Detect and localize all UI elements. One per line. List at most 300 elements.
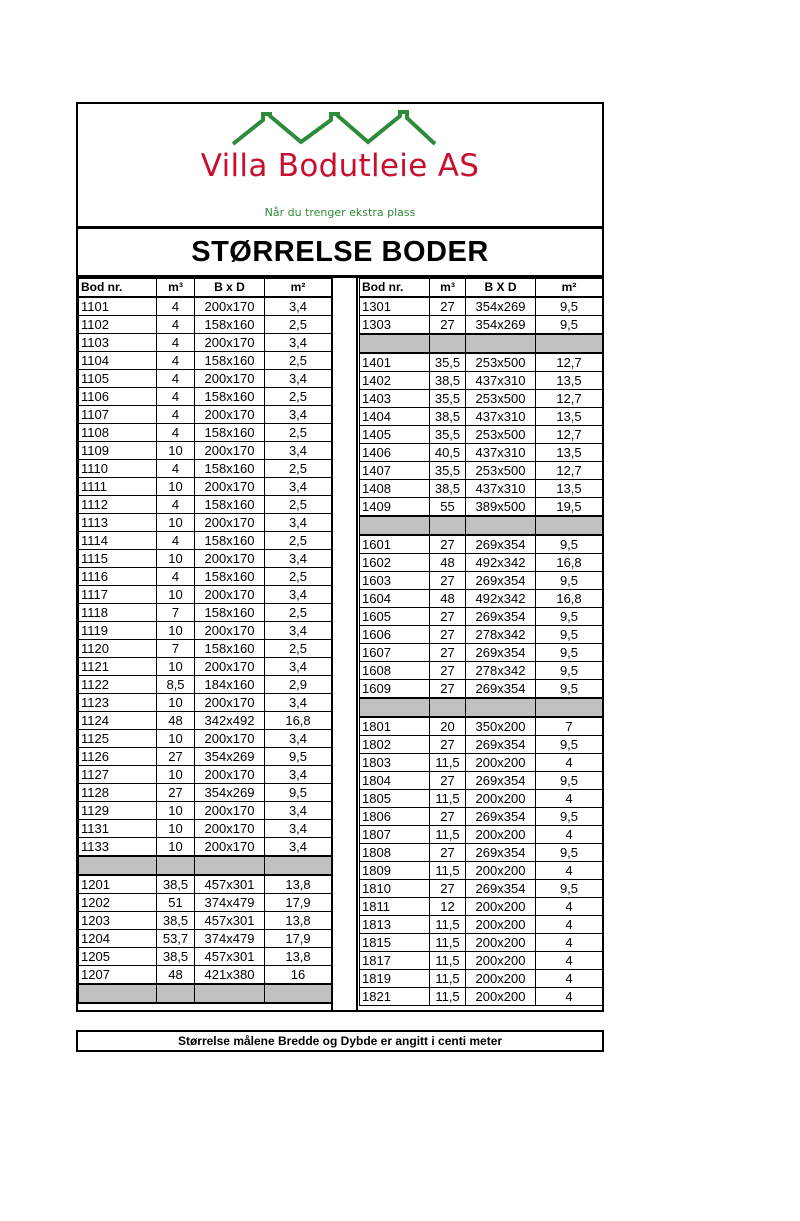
dimensions-cell: 158x160 bbox=[195, 460, 265, 478]
area-cell: 7 bbox=[536, 717, 603, 736]
table-row bbox=[79, 930, 332, 948]
table-row bbox=[79, 838, 332, 857]
section-divider-row bbox=[79, 856, 332, 875]
table-row bbox=[360, 790, 603, 808]
area-cell: 2,5 bbox=[265, 496, 332, 514]
unit-number: 1804 bbox=[360, 772, 430, 790]
area-cell: 3,4 bbox=[265, 622, 332, 640]
unit-number: 1808 bbox=[360, 844, 430, 862]
dimensions-cell: 253x500 bbox=[466, 462, 536, 480]
unit-number: 1601 bbox=[360, 535, 430, 554]
divider-cell bbox=[466, 698, 536, 717]
table-row bbox=[360, 988, 603, 1006]
divider-cell bbox=[157, 856, 195, 875]
volume-cell: 4 bbox=[157, 334, 195, 352]
unit-number: 1608 bbox=[360, 662, 430, 680]
unit-number: 1408 bbox=[360, 480, 430, 498]
unit-number: 1103 bbox=[79, 334, 157, 352]
unit-number: 1813 bbox=[360, 916, 430, 934]
table-row bbox=[79, 948, 332, 966]
unit-number: 1602 bbox=[360, 554, 430, 572]
area-cell: 3,4 bbox=[265, 694, 332, 712]
volume-cell: 11,5 bbox=[430, 988, 466, 1006]
divider-cell bbox=[430, 334, 466, 353]
dimensions-cell: 200x200 bbox=[466, 862, 536, 880]
dimensions-cell: 158x160 bbox=[195, 388, 265, 406]
volume-cell: 27 bbox=[430, 880, 466, 898]
unit-number: 1122 bbox=[79, 676, 157, 694]
area-cell: 3,4 bbox=[265, 838, 332, 857]
dimensions-cell: 184x160 bbox=[195, 676, 265, 694]
volume-cell: 51 bbox=[157, 894, 195, 912]
dimensions-cell: 342x492 bbox=[195, 712, 265, 730]
volume-cell: 48 bbox=[157, 712, 195, 730]
volume-cell: 27 bbox=[430, 662, 466, 680]
unit-number: 1605 bbox=[360, 608, 430, 626]
table-row bbox=[360, 662, 603, 680]
area-cell: 9,5 bbox=[536, 644, 603, 662]
area-cell: 13,5 bbox=[536, 372, 603, 390]
table-row bbox=[360, 316, 603, 335]
table-row bbox=[79, 478, 332, 496]
unit-number: 1120 bbox=[79, 640, 157, 658]
area-cell: 9,5 bbox=[536, 662, 603, 680]
unit-number: 1129 bbox=[79, 802, 157, 820]
area-cell: 17,9 bbox=[265, 930, 332, 948]
area-cell: 16 bbox=[265, 966, 332, 985]
area-cell: 3,4 bbox=[265, 730, 332, 748]
area-cell: 9,5 bbox=[536, 608, 603, 626]
column-separator bbox=[331, 278, 358, 1010]
volume-cell: 4 bbox=[157, 406, 195, 424]
unit-number: 1807 bbox=[360, 826, 430, 844]
unit-number: 1819 bbox=[360, 970, 430, 988]
section-divider-row bbox=[360, 698, 603, 717]
area-cell: 9,5 bbox=[536, 680, 603, 699]
volume-cell: 35,5 bbox=[430, 353, 466, 372]
dimensions-cell: 200x200 bbox=[466, 754, 536, 772]
dimensions-cell: 253x500 bbox=[466, 426, 536, 444]
volume-cell: 11,5 bbox=[430, 862, 466, 880]
area-cell: 3,4 bbox=[265, 820, 332, 838]
table-row bbox=[79, 912, 332, 930]
table-row bbox=[79, 766, 332, 784]
area-cell: 3,4 bbox=[265, 514, 332, 532]
divider-cell bbox=[360, 516, 430, 535]
volume-cell: 20 bbox=[430, 717, 466, 736]
table-row bbox=[360, 572, 603, 590]
dimensions-cell: 200x200 bbox=[466, 790, 536, 808]
table-row bbox=[360, 626, 603, 644]
column-header: B X D bbox=[466, 279, 536, 298]
table-row bbox=[79, 640, 332, 658]
volume-cell: 10 bbox=[157, 802, 195, 820]
unit-number: 1815 bbox=[360, 934, 430, 952]
dimensions-cell: 200x170 bbox=[195, 442, 265, 460]
divider-cell bbox=[157, 984, 195, 1003]
area-cell: 13,5 bbox=[536, 408, 603, 426]
dimensions-cell: 269x354 bbox=[466, 535, 536, 554]
area-cell: 9,5 bbox=[265, 748, 332, 766]
table-row bbox=[79, 586, 332, 604]
dimensions-cell: 278x342 bbox=[466, 662, 536, 680]
divider-cell bbox=[430, 516, 466, 535]
area-cell: 9,5 bbox=[536, 880, 603, 898]
volume-cell: 48 bbox=[430, 590, 466, 608]
column-header: Bod nr. bbox=[360, 279, 430, 298]
volume-cell: 27 bbox=[430, 608, 466, 626]
area-cell: 4 bbox=[536, 862, 603, 880]
unit-number: 1801 bbox=[360, 717, 430, 736]
area-cell: 4 bbox=[536, 988, 603, 1006]
area-cell: 3,4 bbox=[265, 442, 332, 460]
table-row bbox=[360, 736, 603, 754]
table-row bbox=[360, 444, 603, 462]
divider-cell bbox=[360, 698, 430, 717]
volume-cell: 4 bbox=[157, 352, 195, 370]
dimensions-cell: 354x269 bbox=[195, 748, 265, 766]
volume-cell: 35,5 bbox=[430, 390, 466, 408]
volume-cell: 53,7 bbox=[157, 930, 195, 948]
unit-number: 1811 bbox=[360, 898, 430, 916]
volume-cell: 10 bbox=[157, 694, 195, 712]
dimensions-cell: 269x354 bbox=[466, 772, 536, 790]
unit-number: 1401 bbox=[360, 353, 430, 372]
volume-cell: 27 bbox=[430, 680, 466, 699]
dimensions-cell: 269x354 bbox=[466, 736, 536, 754]
table-row bbox=[360, 426, 603, 444]
table-row bbox=[360, 408, 603, 426]
table-row bbox=[79, 966, 332, 985]
volume-cell: 12 bbox=[430, 898, 466, 916]
unit-number: 1102 bbox=[79, 316, 157, 334]
divider-cell bbox=[195, 856, 265, 875]
dimensions-cell: 269x354 bbox=[466, 808, 536, 826]
unit-number: 1107 bbox=[79, 406, 157, 424]
unit-number: 1606 bbox=[360, 626, 430, 644]
unit-number: 1204 bbox=[79, 930, 157, 948]
table-row bbox=[79, 568, 332, 586]
unit-number: 1803 bbox=[360, 754, 430, 772]
dimensions-cell: 158x160 bbox=[195, 424, 265, 442]
unit-number: 1127 bbox=[79, 766, 157, 784]
unit-number: 1203 bbox=[79, 912, 157, 930]
dimensions-cell: 200x170 bbox=[195, 622, 265, 640]
table-row bbox=[79, 316, 332, 334]
dimensions-cell: 200x200 bbox=[466, 988, 536, 1006]
unit-number: 1124 bbox=[79, 712, 157, 730]
volume-cell: 10 bbox=[157, 730, 195, 748]
table-row bbox=[79, 875, 332, 894]
divider-cell bbox=[466, 334, 536, 353]
volume-cell: 4 bbox=[157, 460, 195, 478]
volume-cell: 10 bbox=[157, 658, 195, 676]
dimensions-cell: 269x354 bbox=[466, 880, 536, 898]
table-row bbox=[360, 772, 603, 790]
storage-table-left bbox=[78, 278, 332, 1004]
divider-cell bbox=[536, 516, 603, 535]
dimensions-cell: 269x354 bbox=[466, 644, 536, 662]
volume-cell: 27 bbox=[157, 784, 195, 802]
area-cell: 9,5 bbox=[536, 808, 603, 826]
volume-cell: 10 bbox=[157, 550, 195, 568]
table-row bbox=[360, 353, 603, 372]
area-cell: 9,5 bbox=[536, 535, 603, 554]
unit-number: 1115 bbox=[79, 550, 157, 568]
divider-cell bbox=[430, 698, 466, 717]
unit-number: 1817 bbox=[360, 952, 430, 970]
area-cell: 2,5 bbox=[265, 316, 332, 334]
area-cell: 2,5 bbox=[265, 640, 332, 658]
dimensions-cell: 200x170 bbox=[195, 334, 265, 352]
unit-number: 1116 bbox=[79, 568, 157, 586]
unit-number: 1121 bbox=[79, 658, 157, 676]
dimensions-cell: 457x301 bbox=[195, 912, 265, 930]
volume-cell: 38,5 bbox=[430, 372, 466, 390]
divider-cell bbox=[265, 856, 332, 875]
table-row bbox=[360, 680, 603, 699]
company-tagline: Når du trenger ekstra plass bbox=[264, 206, 416, 219]
divider-cell bbox=[536, 698, 603, 717]
dimensions-cell: 158x160 bbox=[195, 640, 265, 658]
company-logo bbox=[78, 104, 602, 229]
dimensions-cell: 200x200 bbox=[466, 916, 536, 934]
unit-number: 1802 bbox=[360, 736, 430, 754]
volume-cell: 27 bbox=[430, 844, 466, 862]
area-cell: 3,4 bbox=[265, 586, 332, 604]
volume-cell: 38,5 bbox=[157, 948, 195, 966]
dimensions-cell: 437x310 bbox=[466, 480, 536, 498]
dimensions-cell: 374x479 bbox=[195, 894, 265, 912]
table-row bbox=[79, 658, 332, 676]
area-cell: 4 bbox=[536, 790, 603, 808]
dimensions-cell: 269x354 bbox=[466, 608, 536, 626]
table-row bbox=[79, 622, 332, 640]
area-cell: 16,8 bbox=[536, 590, 603, 608]
area-cell: 2,5 bbox=[265, 424, 332, 442]
dimensions-cell: 269x354 bbox=[466, 680, 536, 699]
table-row bbox=[360, 372, 603, 390]
table-row bbox=[79, 460, 332, 478]
table-row bbox=[79, 370, 332, 388]
area-cell: 3,4 bbox=[265, 478, 332, 496]
divider-cell bbox=[79, 856, 157, 875]
volume-cell: 4 bbox=[157, 568, 195, 586]
area-cell: 4 bbox=[536, 970, 603, 988]
unit-number: 1118 bbox=[79, 604, 157, 622]
volume-cell: 27 bbox=[430, 535, 466, 554]
volume-cell: 48 bbox=[430, 554, 466, 572]
table-row bbox=[79, 604, 332, 622]
table-row bbox=[360, 808, 603, 826]
unit-number: 1106 bbox=[79, 388, 157, 406]
dimensions-cell: 492x342 bbox=[466, 590, 536, 608]
unit-number: 1607 bbox=[360, 644, 430, 662]
unit-number: 1109 bbox=[79, 442, 157, 460]
area-cell: 2,9 bbox=[265, 676, 332, 694]
area-cell: 2,5 bbox=[265, 352, 332, 370]
area-cell: 9,5 bbox=[536, 772, 603, 790]
area-cell: 9,5 bbox=[536, 626, 603, 644]
volume-cell: 27 bbox=[157, 748, 195, 766]
dimensions-cell: 269x354 bbox=[466, 572, 536, 590]
volume-cell: 10 bbox=[157, 766, 195, 784]
table-row bbox=[79, 424, 332, 442]
unit-number: 1303 bbox=[360, 316, 430, 335]
dimensions-cell: 200x170 bbox=[195, 658, 265, 676]
unit-number: 1125 bbox=[79, 730, 157, 748]
volume-cell: 27 bbox=[430, 736, 466, 754]
dimensions-cell: 200x200 bbox=[466, 952, 536, 970]
area-cell: 12,7 bbox=[536, 426, 603, 444]
table-row bbox=[79, 730, 332, 748]
dimensions-cell: 200x170 bbox=[195, 297, 265, 316]
area-cell: 3,4 bbox=[265, 297, 332, 316]
company-name: Villa Bodutleie AS bbox=[200, 148, 480, 184]
dimensions-cell: 200x170 bbox=[195, 550, 265, 568]
table-row bbox=[360, 498, 603, 517]
table-row bbox=[360, 844, 603, 862]
area-cell: 3,4 bbox=[265, 802, 332, 820]
table-row bbox=[360, 390, 603, 408]
volume-cell: 38,5 bbox=[157, 912, 195, 930]
table-row bbox=[79, 694, 332, 712]
table-row bbox=[360, 590, 603, 608]
volume-cell: 27 bbox=[430, 644, 466, 662]
dimensions-cell: 437x310 bbox=[466, 408, 536, 426]
area-cell: 2,5 bbox=[265, 568, 332, 586]
dimensions-cell: 437x310 bbox=[466, 372, 536, 390]
area-cell: 3,4 bbox=[265, 766, 332, 784]
table-row bbox=[360, 934, 603, 952]
volume-cell: 4 bbox=[157, 297, 195, 316]
volume-cell: 10 bbox=[157, 586, 195, 604]
table-row bbox=[79, 712, 332, 730]
dimensions-cell: 200x170 bbox=[195, 802, 265, 820]
unit-number: 1104 bbox=[79, 352, 157, 370]
dimensions-cell: 158x160 bbox=[195, 532, 265, 550]
table-row bbox=[360, 826, 603, 844]
dimensions-cell: 200x170 bbox=[195, 406, 265, 424]
volume-cell: 11,5 bbox=[430, 952, 466, 970]
volume-cell: 11,5 bbox=[430, 934, 466, 952]
dimensions-cell: 158x160 bbox=[195, 604, 265, 622]
price-sheet bbox=[76, 102, 604, 1012]
page-title: STØRRELSE BODER bbox=[78, 229, 602, 278]
volume-cell: 11,5 bbox=[430, 790, 466, 808]
dimensions-cell: 374x479 bbox=[195, 930, 265, 948]
dimensions-cell: 200x170 bbox=[195, 370, 265, 388]
volume-cell: 35,5 bbox=[430, 462, 466, 480]
column-header: Bod nr. bbox=[79, 279, 157, 298]
dimensions-cell: 200x170 bbox=[195, 820, 265, 838]
divider-cell bbox=[360, 334, 430, 353]
area-cell: 12,7 bbox=[536, 390, 603, 408]
dimensions-cell: 278x342 bbox=[466, 626, 536, 644]
dimensions-cell: 200x200 bbox=[466, 970, 536, 988]
table-row bbox=[360, 880, 603, 898]
unit-number: 1126 bbox=[79, 748, 157, 766]
divider-cell bbox=[265, 984, 332, 1003]
table-row bbox=[360, 554, 603, 572]
table-row bbox=[360, 644, 603, 662]
divider-cell bbox=[536, 334, 603, 353]
unit-number: 1810 bbox=[360, 880, 430, 898]
dimensions-cell: 457x301 bbox=[195, 875, 265, 894]
table-row bbox=[360, 297, 603, 316]
dimensions-cell: 200x170 bbox=[195, 694, 265, 712]
dimensions-cell: 200x200 bbox=[466, 934, 536, 952]
volume-cell: 11,5 bbox=[430, 826, 466, 844]
table-row bbox=[360, 480, 603, 498]
unit-number: 1406 bbox=[360, 444, 430, 462]
unit-number: 1112 bbox=[79, 496, 157, 514]
dimensions-cell: 200x170 bbox=[195, 478, 265, 496]
unit-number: 1117 bbox=[79, 586, 157, 604]
area-cell: 4 bbox=[536, 826, 603, 844]
volume-cell: 4 bbox=[157, 532, 195, 550]
dimensions-cell: 457x301 bbox=[195, 948, 265, 966]
table-row bbox=[79, 784, 332, 802]
dimensions-cell: 253x500 bbox=[466, 390, 536, 408]
unit-number: 1110 bbox=[79, 460, 157, 478]
table-row bbox=[79, 532, 332, 550]
area-cell: 3,4 bbox=[265, 334, 332, 352]
unit-number: 1403 bbox=[360, 390, 430, 408]
table-row bbox=[360, 462, 603, 480]
table-row bbox=[79, 352, 332, 370]
footnote: Størrelse målene Bredde og Dybde er angitt i centi meter bbox=[76, 1030, 604, 1052]
area-cell: 13,8 bbox=[265, 912, 332, 930]
unit-number: 1105 bbox=[79, 370, 157, 388]
unit-number: 1404 bbox=[360, 408, 430, 426]
dimensions-cell: 350x200 bbox=[466, 717, 536, 736]
section-divider-row bbox=[360, 334, 603, 353]
section-divider-row bbox=[79, 984, 332, 1003]
volume-cell: 10 bbox=[157, 442, 195, 460]
area-cell: 3,4 bbox=[265, 550, 332, 568]
dimensions-cell: 200x170 bbox=[195, 730, 265, 748]
unit-number: 1301 bbox=[360, 297, 430, 316]
unit-number: 1123 bbox=[79, 694, 157, 712]
unit-number: 1111 bbox=[79, 478, 157, 496]
dimensions-cell: 354x269 bbox=[466, 297, 536, 316]
area-cell: 2,5 bbox=[265, 460, 332, 478]
column-header: m³ bbox=[157, 279, 195, 298]
column-header: m² bbox=[536, 279, 603, 298]
area-cell: 4 bbox=[536, 934, 603, 952]
unit-number: 1205 bbox=[79, 948, 157, 966]
dimensions-cell: 200x170 bbox=[195, 514, 265, 532]
area-cell: 9,5 bbox=[536, 844, 603, 862]
area-cell: 16,8 bbox=[536, 554, 603, 572]
table-row bbox=[360, 916, 603, 934]
area-cell: 4 bbox=[536, 754, 603, 772]
dimensions-cell: 200x170 bbox=[195, 766, 265, 784]
area-cell: 13,8 bbox=[265, 875, 332, 894]
table-row bbox=[360, 952, 603, 970]
table-row bbox=[79, 802, 332, 820]
divider-cell bbox=[466, 516, 536, 535]
area-cell: 17,9 bbox=[265, 894, 332, 912]
dimensions-cell: 158x160 bbox=[195, 316, 265, 334]
area-cell: 4 bbox=[536, 898, 603, 916]
area-cell: 13,8 bbox=[265, 948, 332, 966]
table-header-row bbox=[360, 279, 603, 298]
area-cell: 2,5 bbox=[265, 532, 332, 550]
table-row bbox=[79, 388, 332, 406]
dimensions-cell: 200x200 bbox=[466, 898, 536, 916]
